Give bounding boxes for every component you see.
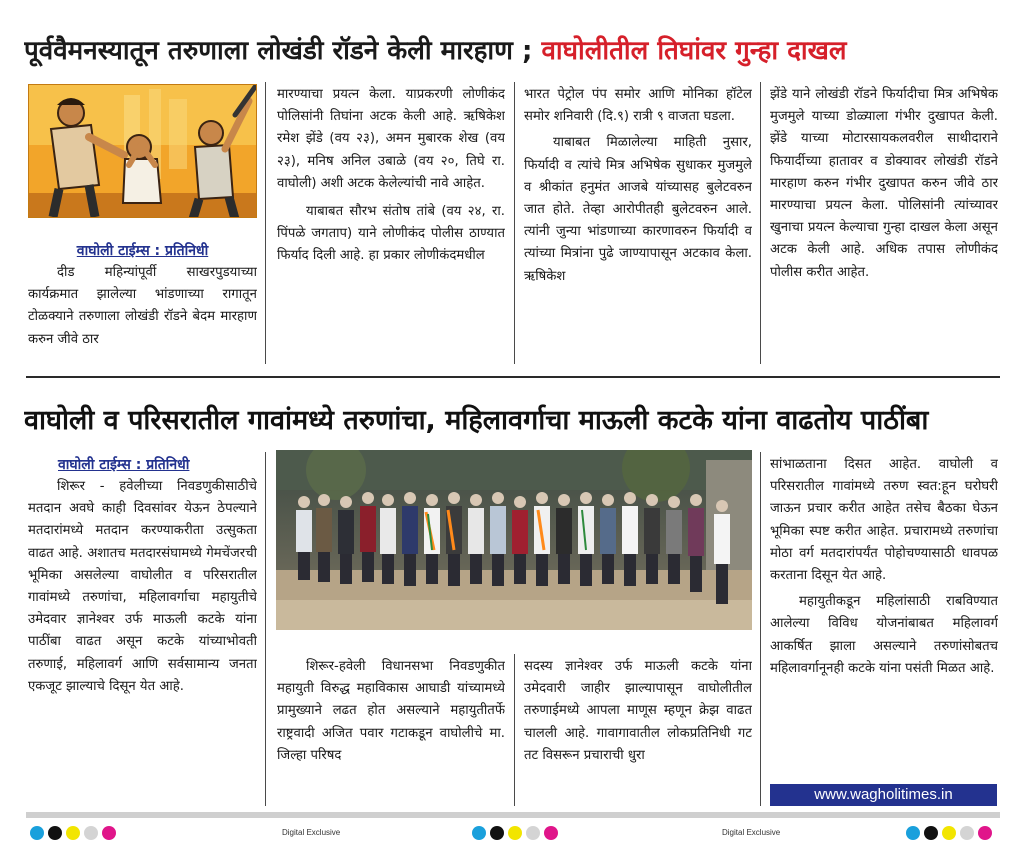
footer-label-left: Digital Exclusive (282, 828, 341, 837)
article1-col2-para1: मारण्याचा प्रयत्न केला. याप्रकरणी लोणीकंद पोलिसांनी तिघांना अटक केली आहे. ऋषिकेश रमेश झेंडे (वय २३), अमन मुबारक शेख (वय २३), मनिष अनिल उबाळे (वय २०, तिघे रा. वाघोली) अशी अटक केलेल्यांची नावे आहेत. (277, 87, 505, 191)
grey-dot (526, 826, 540, 840)
cyan-dot (906, 826, 920, 840)
column-divider (265, 452, 266, 806)
article1-col3-para2: याबाबत मिळालेल्या माहिती नुसार, फिर्यादी व त्यांचे मित्र अभिषेक सुधाकर मुजमुले व श्रीकांत हनुमंत आजबे यांच्यासह बुलेटवरुन जात होते. तेव्हा आरोपीतही बुलेटवरुन आले. त्यांनी जुन्या भांडणाच्या कारणावरुन फिर्यादी व त्यांच्या मित्रांना पुढे जाण्यापासून अटकाव केला. ऋषिकेश (524, 135, 752, 284)
article1-byline: वाघोली टाईम्स : प्रतिनिधी (76, 243, 209, 259)
article1-column-3 (524, 84, 752, 364)
article2-col3-text: सदस्य ज्ञानेश्वर उर्फ माऊली कटके यांना उमेदवारी जाहीर झाल्यापासून वाघोलीतील तरुणाईमध्ये आपला माणूस म्हणून क्रेझ वाढत चालली आहे. गावागावातील लोकप्रतिनिधी गट तट विसरून प्रचाराची धुरा (524, 659, 752, 763)
article1-col1-text: दीड महिन्यांपूर्वी साखरपुडयाच्या कार्यक्रमात झालेल्या भांडणाच्या रागातून टोळक्याने तरुणाला लोखंडी रॉडने बेदम मारहाण करुन जीवे ठार (28, 265, 257, 347)
article2-column-4 (770, 454, 998, 780)
magenta-dot (102, 826, 116, 840)
yellow-dot (66, 826, 80, 840)
grey-dot (84, 826, 98, 840)
article2-column-1 (28, 454, 257, 810)
bottom-rule (26, 812, 1000, 818)
article2-headline: वाघोली व परिसरातील गावांमध्ये तरुणांचा, महिलावर्गाचा माऊली कटके यांना वाढतोय पाठींबा (24, 405, 929, 436)
article1-headline (24, 28, 1004, 74)
cyan-dot (472, 826, 486, 840)
column-divider (760, 452, 761, 806)
article1-column-2 (277, 84, 505, 364)
article2-byline: वाघोली टाईम्स : प्रतिनिधी (58, 457, 190, 473)
article2-column-3 (524, 656, 752, 808)
article1-headline-part1: पूर्ववैमनस्यातून तरुणाला लोखंडी रॉडने केली मारहाण ; (24, 36, 542, 66)
magenta-dot (978, 826, 992, 840)
group-photo (276, 450, 752, 630)
article1-col2-para2: याबाबत सौरभ संतोष तांबे (वय २४, रा. पिंपळे जगताप) याने लोणीकंद पोलीस ठाण्यात फिर्याद दिली आहे. हा प्रकार लोणीकंदमधील (277, 204, 505, 264)
grey-dot (960, 826, 974, 840)
article1-col3-para1: भारत पेट्रोल पंप समोर आणि मोनिका हॉटेल समोर शनिवारी (दि.९) रात्री ९ वाजता घडला. (524, 87, 752, 125)
article2-col4-para1: सांभाळताना दिसत आहेत. वाघोली व परिसरातील गावांमध्ये तरुण स्वत:हून घरोघरी जाऊन प्रचार करीत आहेत तसेच बैठका घेऊन भूमिका स्पष्ट करीत आहेत. प्रचारामध्ये तरुणांचा मोठा वर्ग मतदारांपर्यंत पोहोचण्यासाठी धावपळ करताना दिसून येत आहे. (770, 457, 998, 584)
black-dot (48, 826, 62, 840)
registration-marks-left (30, 826, 116, 840)
registration-marks-right (906, 826, 992, 840)
column-divider (265, 82, 266, 364)
black-dot (490, 826, 504, 840)
column-divider (514, 654, 515, 806)
article2-col2-text: शिरूर-हवेली विधानसभा निवडणुकीत महायुती विरुद्ध महाविकास आघाडी यांच्यामध्ये प्रामुख्याने लढत होत असल्याने महायुतीतर्फे राष्ट्रवादी अजित पवार गटाकडून वाघोलीचे मा. जिल्हा परिषद (277, 659, 505, 763)
article1-col4-text: झेंडे याने लोखंडी रॉडने फिर्यादीचा मित्र अभिषेक मुजमुले याच्या डोळ्याला गंभीर दुखापत केली. झेंडे याच्या मोटारसायकलवरील साथीदाराने फियार्दीच्या हातावर व डोक्यावर लोखंडी रॉडने मारहाण करुन गंभीर दुखापत करुन जीवे ठार मारण्याचा प्रयत्न केला. पोलिसांनी त्यांच्यावर खुनाचा प्रयत्न केल्याचा गुन्हा दाखल केला असून अटक केली आहे. अधिक तपास लोणीकंद पोलीस करीत आहेत. (770, 87, 998, 280)
article2-col1-text: शिरूर - हवेलीच्या निवडणुकीसाठीचे मतदान अवघे काही दिवसांवर येऊन ठेपल्याने मतदारांमध्ये मतदान करण्याकरीता उत्सुकता वाढत आहे. अशातच मतदारसंघामध्ये गेमचेंजरची भूमिका असलेल्या वाघोलीत व परिसरातील गावांमध्ये तरुणांचा, महिलावर्गाचा महायुतीचे उमेदवार ज्ञानेश्वर उर्फ माऊली कटके यांना पाठींबा वाढत असून कटके यांच्याभोवती तरुणाई, महिलावर्ग आणि सर्वसामान्य जनता एकजूट झाल्याचे दिसून येत आहे. (28, 479, 257, 694)
assault-illustration (28, 84, 257, 218)
cyan-dot (30, 826, 44, 840)
magenta-dot (544, 826, 558, 840)
article1-column-4 (770, 84, 998, 364)
column-divider (760, 82, 761, 364)
yellow-dot (942, 826, 956, 840)
article2-col4-para2: महायुतीकडून महिलांसाठी राबविण्यात आलेल्या विविध योजनांबाबत महिलावर्ग आकर्षित झाला असल्याने तरुणांसोबतच महिलावर्गानूनही कटके यांना पसंती मिळत आहे. (770, 594, 998, 676)
registration-marks-center (472, 826, 558, 840)
website-url[interactable]: www.wagholitimes.in (770, 784, 997, 806)
yellow-dot (508, 826, 522, 840)
article-separator (26, 376, 1000, 378)
column-divider (514, 82, 515, 364)
article2-column-2 (277, 656, 505, 808)
footer-label-right: Digital Exclusive (722, 828, 781, 837)
article1-headline-part2: वाघोलीतील तिघांवर गुन्हा दाखल (541, 36, 847, 66)
article1-column-1 (28, 240, 257, 362)
black-dot (924, 826, 938, 840)
